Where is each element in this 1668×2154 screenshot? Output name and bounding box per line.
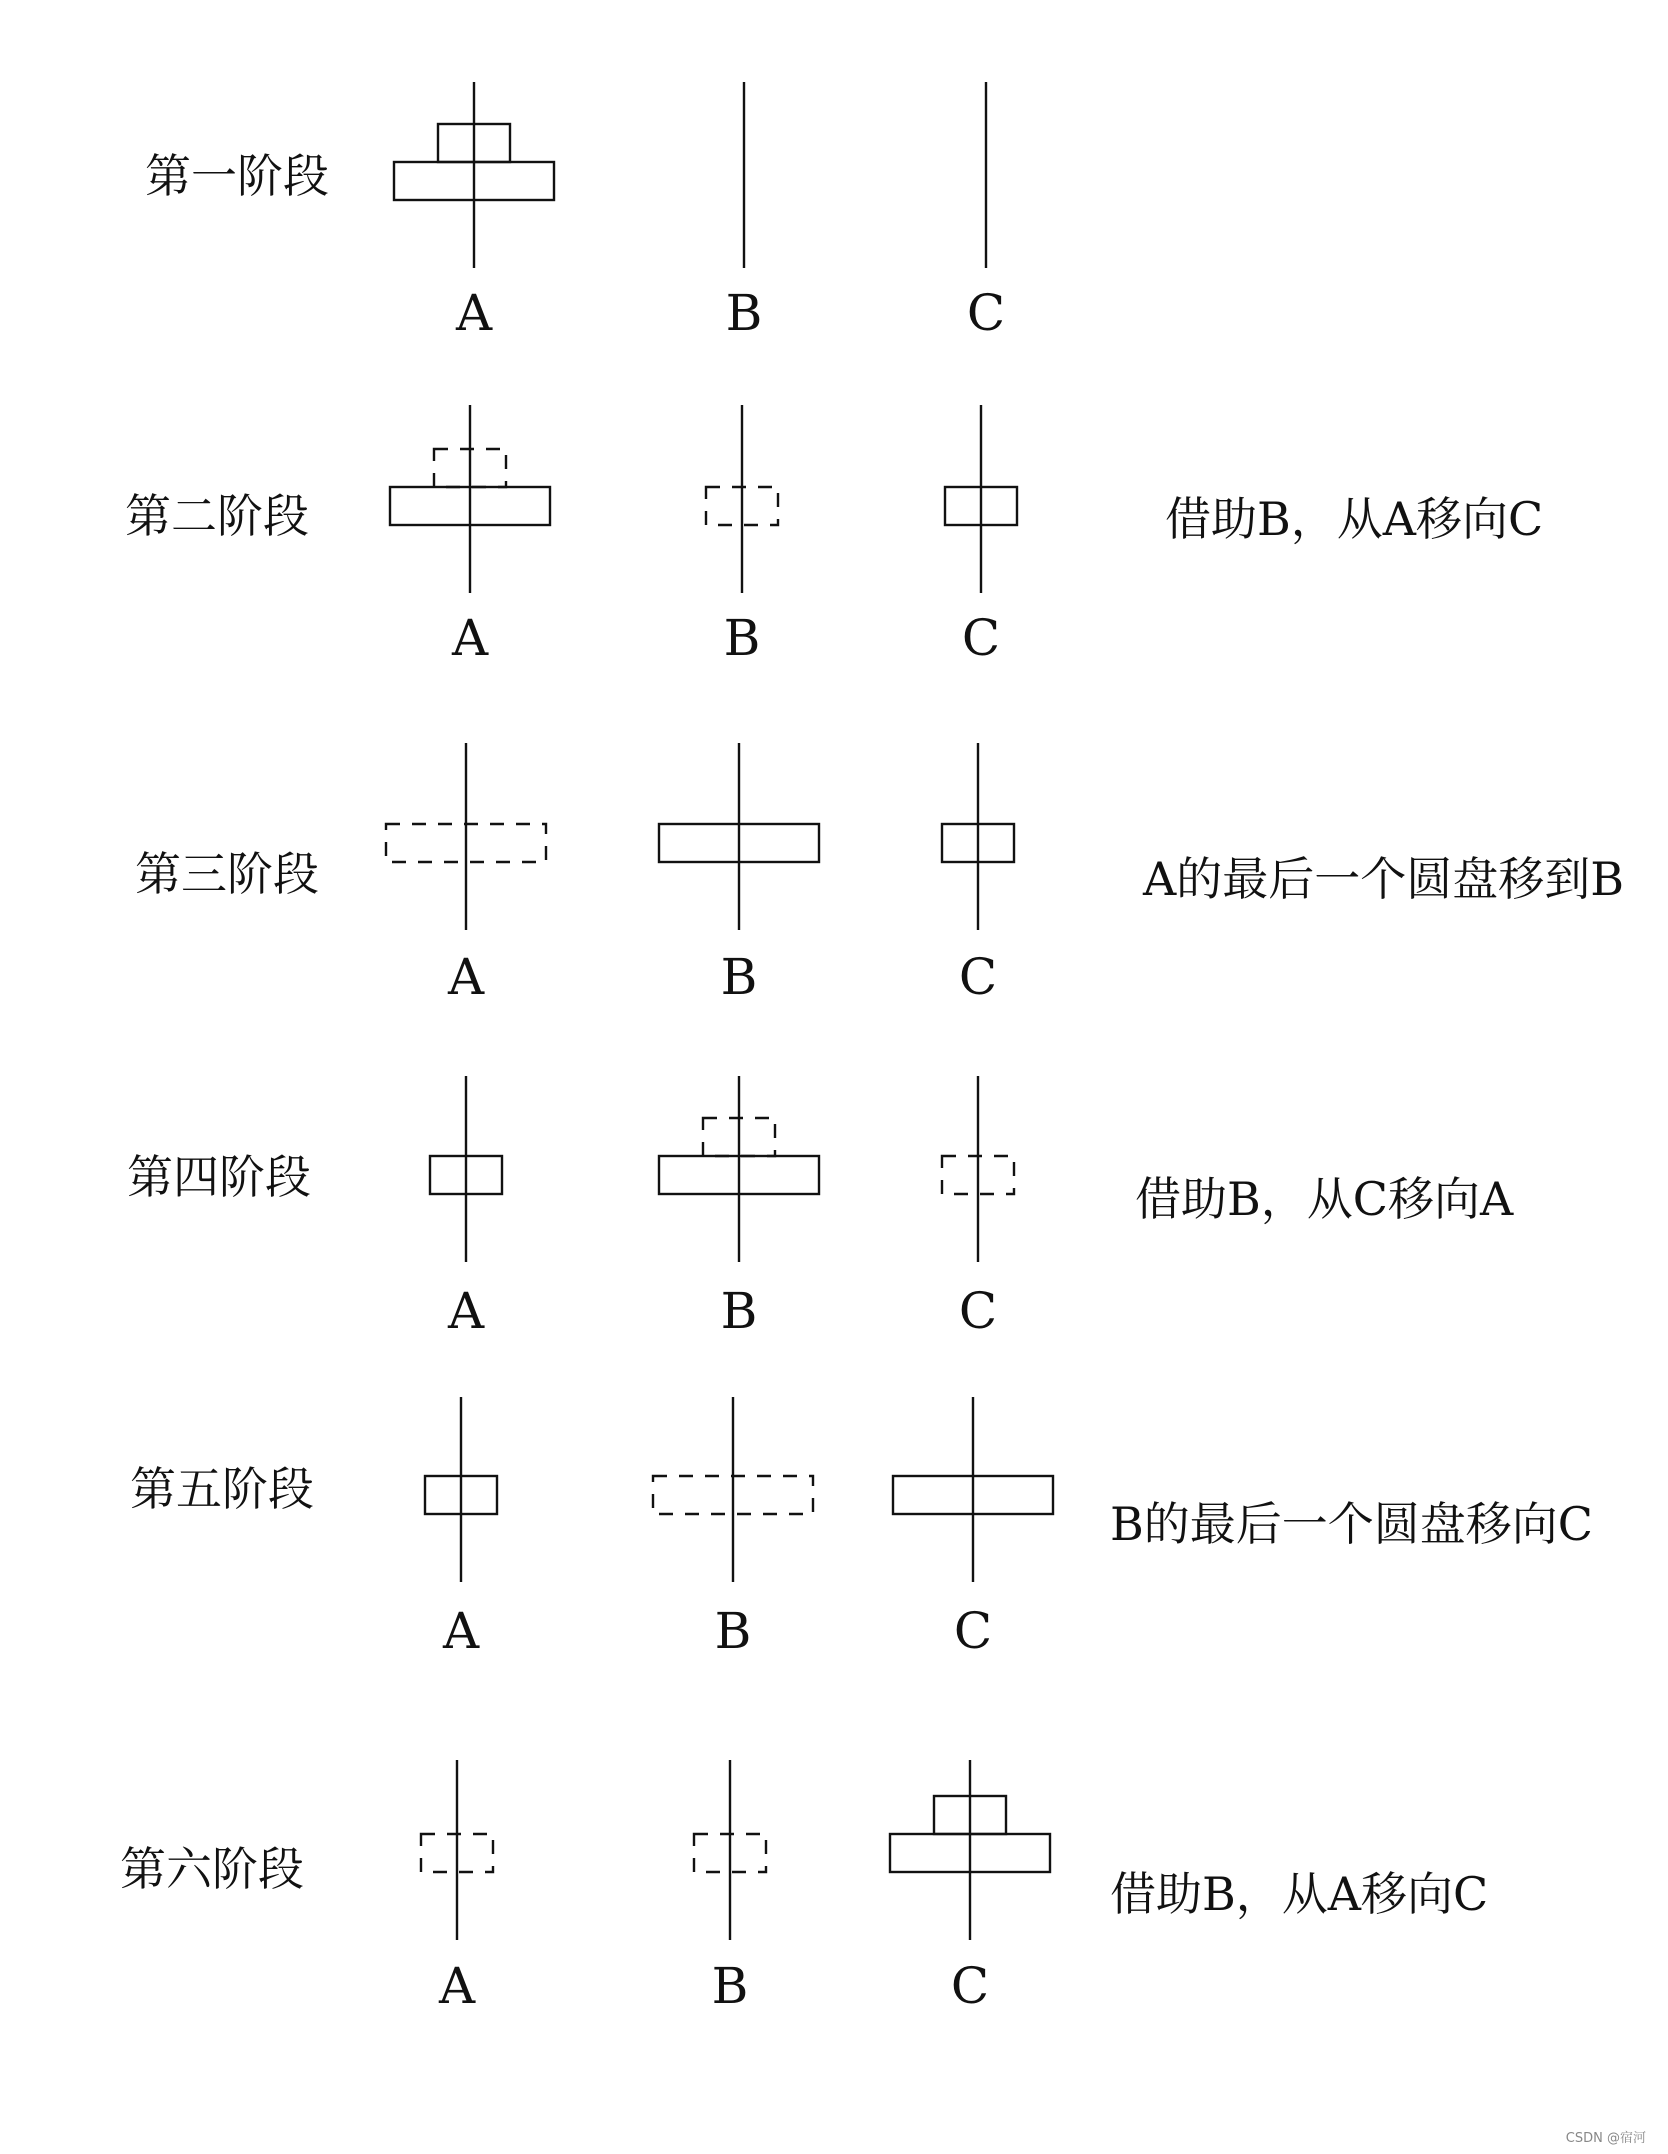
peg-label: A bbox=[438, 1957, 476, 2015]
move-note: 借助B，从C移向A bbox=[1135, 1172, 1514, 1226]
peg-label: C bbox=[950, 1957, 990, 2015]
peg-b bbox=[694, 1760, 766, 2015]
peg-label: A bbox=[442, 1602, 480, 1660]
peg-c bbox=[945, 405, 1017, 667]
stage-label: 第六阶段 bbox=[120, 1842, 304, 1896]
move-note: B的最后一个圆盘移向C bbox=[1110, 1497, 1593, 1551]
peg-a bbox=[390, 405, 550, 667]
peg-a bbox=[421, 1760, 493, 2015]
peg-b bbox=[659, 1076, 819, 1340]
peg-label: A bbox=[447, 1282, 485, 1340]
peg-label: B bbox=[720, 1282, 758, 1340]
peg-label: A bbox=[451, 609, 489, 667]
peg-label: C bbox=[961, 609, 1001, 667]
peg-b bbox=[706, 405, 778, 667]
peg-c bbox=[942, 743, 1014, 1006]
stage-label: 第四阶段 bbox=[127, 1150, 311, 1204]
stage-label: 第二阶段 bbox=[125, 489, 309, 543]
peg-b bbox=[726, 82, 763, 342]
peg-c bbox=[942, 1076, 1014, 1340]
peg-label: A bbox=[447, 948, 485, 1006]
peg-label: C bbox=[958, 948, 998, 1006]
watermark: CSDN @宿河 bbox=[1565, 2131, 1646, 2146]
stage-row bbox=[145, 82, 1005, 342]
peg-label: C bbox=[953, 1602, 993, 1660]
peg-label: C bbox=[966, 284, 1006, 342]
peg-b bbox=[659, 743, 819, 1006]
peg-a bbox=[425, 1397, 497, 1660]
peg-label: B bbox=[714, 1602, 752, 1660]
peg-label: C bbox=[958, 1282, 998, 1340]
peg-c bbox=[893, 1397, 1053, 1660]
move-note: 借助B，从A移向C bbox=[1110, 1867, 1489, 1921]
peg-b bbox=[653, 1397, 813, 1660]
peg-a bbox=[394, 82, 554, 342]
move-note: A的最后一个圆盘移到B bbox=[1143, 852, 1625, 906]
move-note: 借助B，从A移向C bbox=[1165, 492, 1544, 546]
stage-row bbox=[120, 1760, 1488, 2015]
peg-label: B bbox=[723, 609, 761, 667]
peg-c bbox=[890, 1760, 1050, 2015]
stage-row bbox=[135, 743, 1624, 1006]
stage-label: 第一阶段 bbox=[145, 149, 329, 203]
stage-row bbox=[127, 1076, 1514, 1340]
peg-label: A bbox=[455, 284, 493, 342]
peg-a bbox=[386, 743, 546, 1006]
stage-row bbox=[125, 405, 1543, 667]
peg-label: B bbox=[720, 948, 758, 1006]
stage-row bbox=[130, 1397, 1593, 1660]
peg-label: B bbox=[711, 1957, 749, 2015]
peg-label: B bbox=[725, 284, 763, 342]
stage-label: 第五阶段 bbox=[130, 1462, 314, 1516]
peg-c bbox=[967, 82, 1005, 342]
peg-a bbox=[430, 1076, 502, 1340]
stage-label: 第三阶段 bbox=[135, 847, 319, 901]
